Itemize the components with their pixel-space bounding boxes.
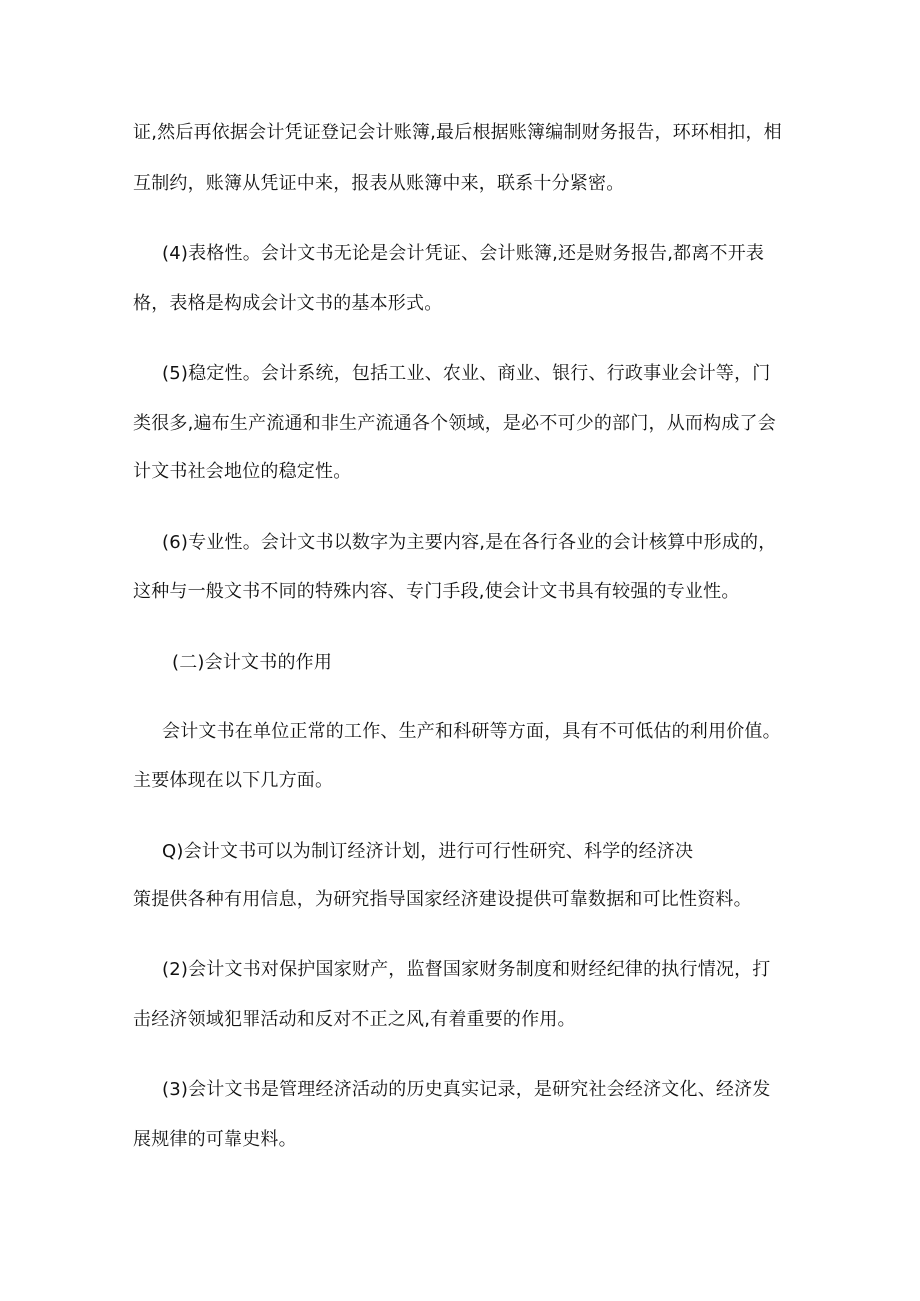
paragraph-first-line: (5)稳定性。会计系统，包括工业、农业、商业、银行、行政事业会计等，门 bbox=[162, 363, 771, 384]
text-line: 类很多,遍布生产流通和非生产流通各个领域，是必不可少的部门，从而构成了会 bbox=[133, 413, 776, 434]
paragraph-first-line: (2)会计文书对保护国家财产，监督国家财务制度和财经纪律的执行情况，打 bbox=[162, 959, 771, 980]
text-line: 击经济领域犯罪活动和反对不正之风,有着重要的作用。 bbox=[133, 1009, 576, 1030]
paragraph-first-line: Q)会计文书可以为制订经济计划，进行可行性研究、科学的经济决 bbox=[162, 841, 694, 862]
text-line: 证,然后再依据会计凭证登记会计账簿,最后根据账簿编制财务报告，环环相扣，相 bbox=[133, 122, 782, 143]
text-line: 策提供各种有用信息，为研究指导国家经济建设提供可靠数据和可比性资料。 bbox=[133, 889, 752, 910]
paragraph-first-line: (4)表格性。会计文书无论是会计凭证、会计账簿,还是财务报告,都离不开表 bbox=[162, 243, 765, 264]
paragraph-first-line: (6)专业性。会计文书以数字为主要内容,是在各行各业的会计核算中形成的， bbox=[162, 532, 777, 553]
paragraph-first-line: 会计文书在单位正常的工作、生产和科研等方面，具有不可低估的利用价值。 bbox=[162, 721, 781, 742]
text-line: 互制约，账簿从凭证中来，报表从账簿中来，联系十分紧密。 bbox=[133, 173, 625, 194]
text-line: 计文书社会地位的稳定性。 bbox=[133, 461, 352, 482]
text-line: 主要体现在以下几方面。 bbox=[133, 770, 334, 791]
section-heading: (二)会计文书的作用 bbox=[172, 652, 333, 673]
text-line: 展规律的可靠史料。 bbox=[133, 1129, 297, 1150]
paragraph-first-line: (3)会计文书是管理经济活动的历史真实记录，是研究社会经济文化、经济发 bbox=[162, 1079, 771, 1100]
text-line: 这种与一般文书不同的特殊内容、专门手段,使会计文书具有较强的专业性。 bbox=[133, 581, 740, 602]
text-line: 格，表格是构成会计文书的基本形式。 bbox=[133, 293, 443, 314]
